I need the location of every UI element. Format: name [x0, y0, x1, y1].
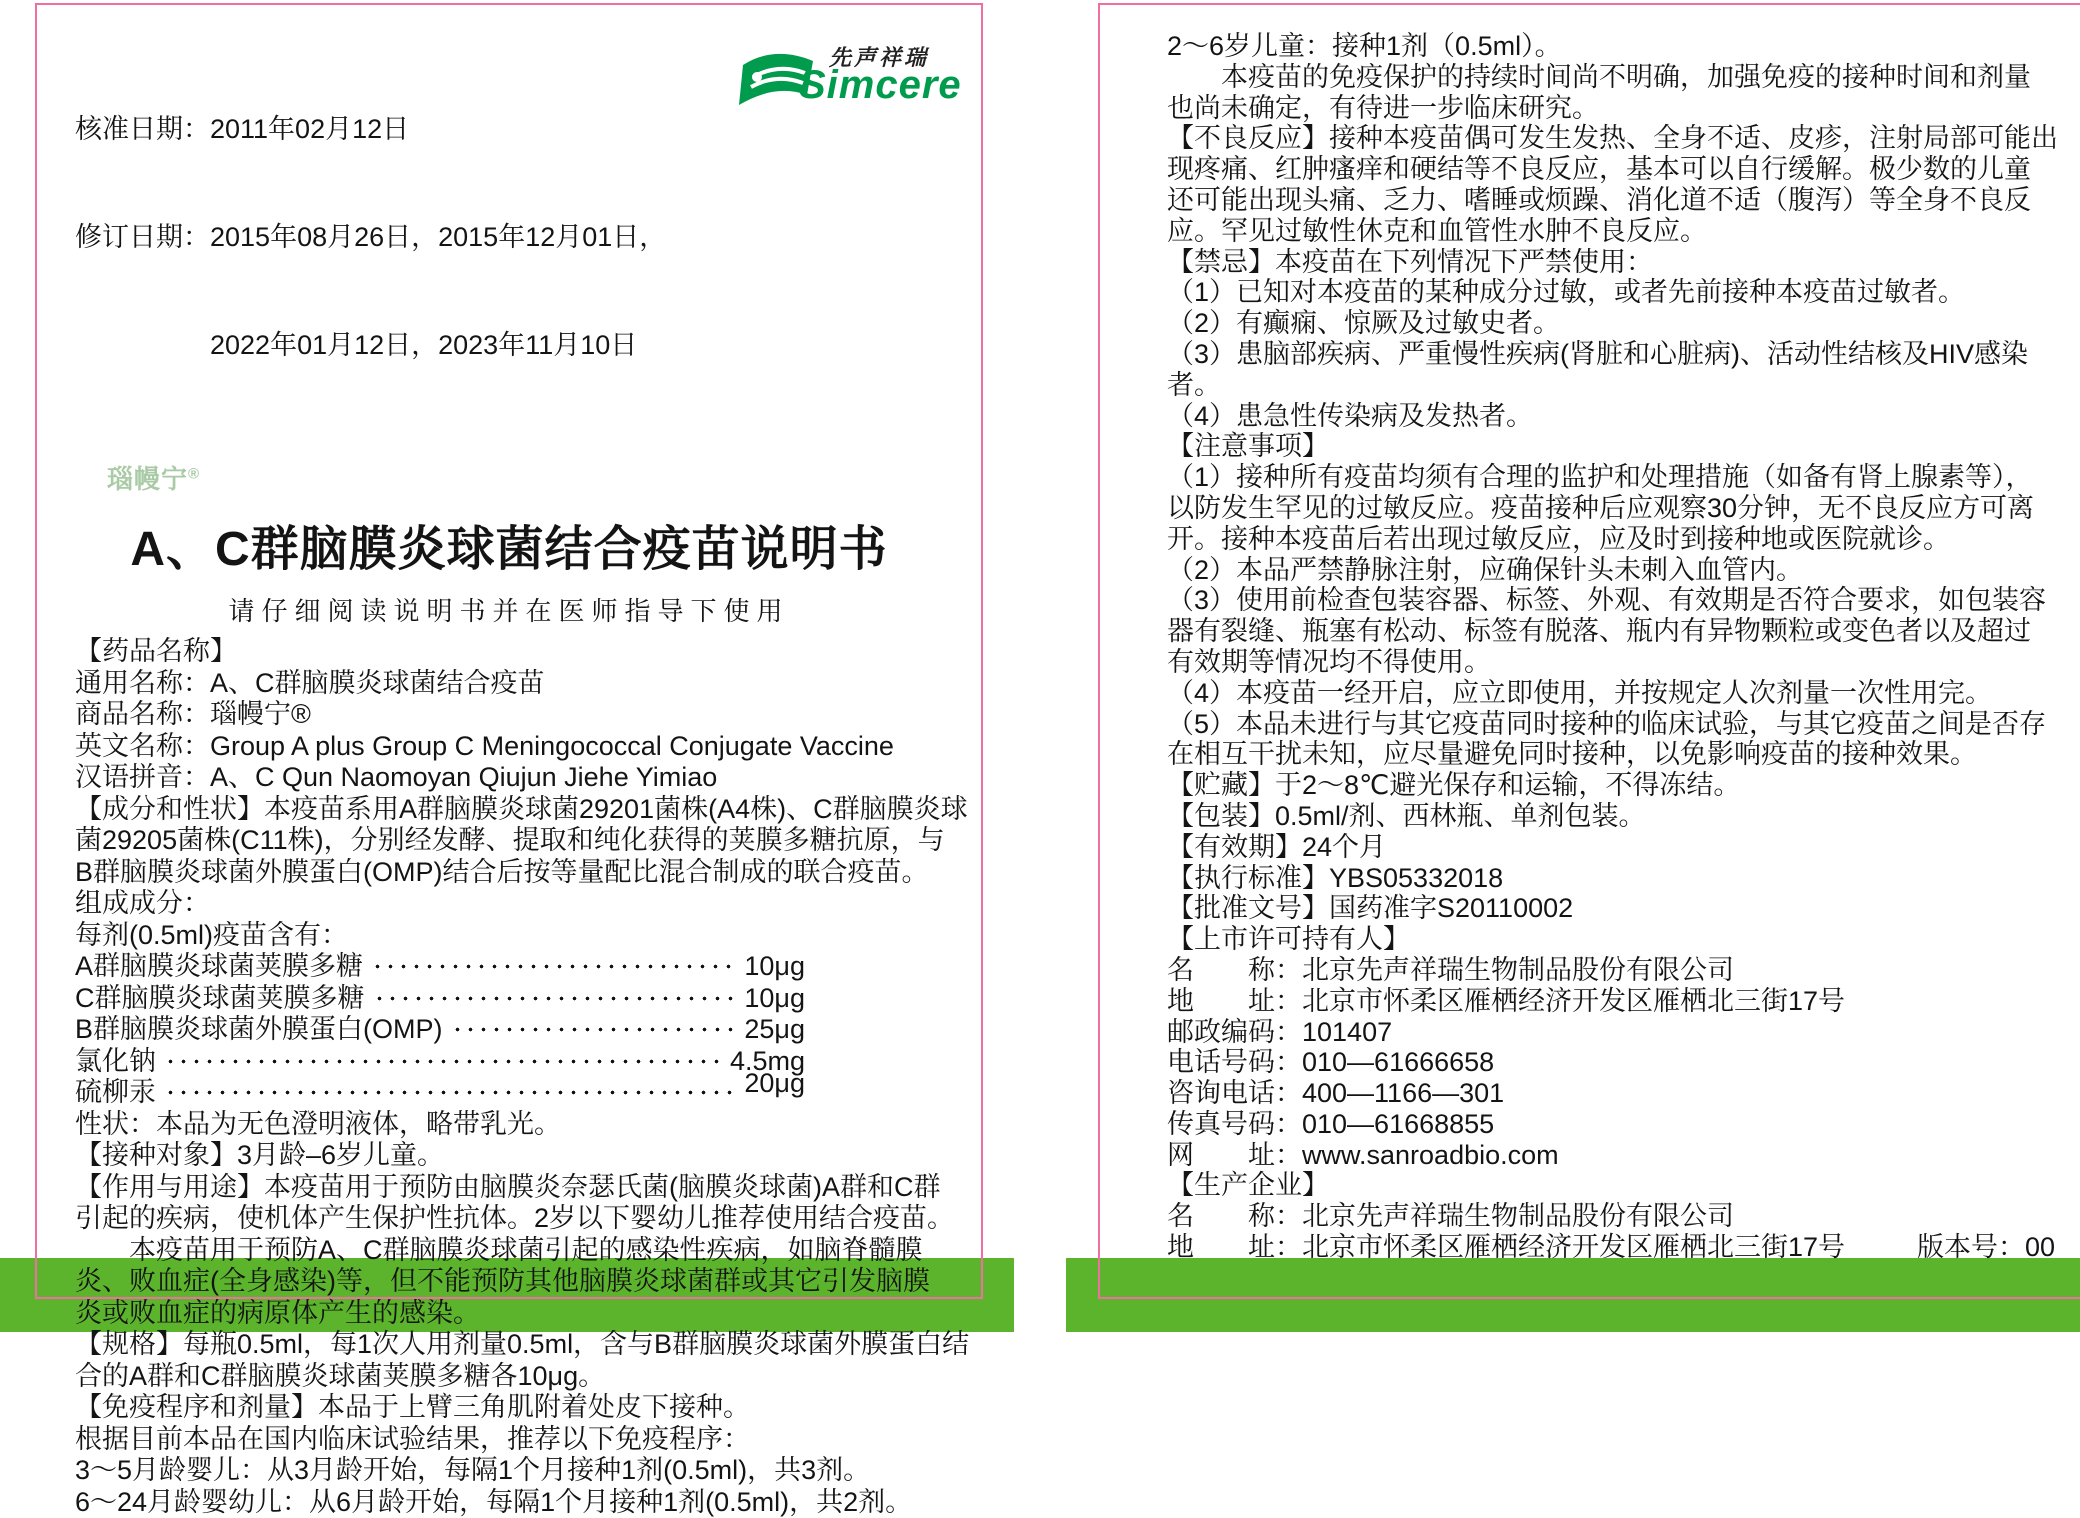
body-line: （2）有癫痫、惊厥及过敏史者。 — [1167, 308, 2076, 339]
body-line: （1）已知对本疫苗的某种成分过敏，或者先前接种本疫苗过敏者。 — [1167, 277, 2076, 308]
body-line: 有效期等情况均不得使用。 — [1167, 647, 2076, 678]
body-line: 以防发生罕见的过敏反应。疫苗接种后应观察30分钟，无不良反应方可离 — [1167, 493, 2076, 524]
leaflet-subtitle: 请仔细阅读说明书并在医师指导下使用 — [37, 591, 981, 628]
dotted-leader — [162, 1046, 724, 1078]
version-number: 版本号：00 — [1917, 1232, 2055, 1263]
revision-date-line-2: 2022年01月12日，2023年11月10日 — [75, 327, 981, 363]
body-line: 电话号码：010—61666658 — [1167, 1047, 2076, 1078]
ingredient-value: 4.5mg — [730, 1046, 805, 1078]
ingredient-row — [75, 1014, 805, 1046]
left-body-bottom — [75, 1109, 959, 1518]
body-line: 【贮藏】于2～8℃避光保存和运输，不得冻结。 — [1167, 770, 2076, 801]
body-line: 邮政编码：101407 — [1167, 1017, 2076, 1048]
ingredient-name: A群脑膜炎球菌荚膜多糖 — [75, 951, 363, 983]
body-line: 【成分和性状】本疫苗系用A群脑膜炎球菌29201菌株(A4株)、C群脑膜炎球 — [75, 794, 959, 826]
dotted-leader — [371, 983, 739, 1015]
body-line: 6～24月龄婴幼儿：从6月龄开始，每隔1个月接种1剂(0.5ml)，共2剂。 — [75, 1487, 959, 1518]
body-line: 英文名称：Group A plus Group C Meningococcal Conjugate Vaccine — [75, 731, 959, 763]
body-line: 网 址：www.sanroadbio.com — [1167, 1140, 2076, 1171]
body-line: 通用名称：A、C群脑膜炎球菌结合疫苗 — [75, 668, 959, 700]
body-line: 合的A群和C群脑膜炎球菌荚膜多糖各10μg。 — [75, 1361, 959, 1393]
ingredient-row — [75, 1077, 805, 1109]
ingredient-row — [75, 1046, 805, 1078]
body-line: 商品名称：瑙幔宁® — [75, 699, 959, 731]
body-line: 【免疫程序和剂量】本品于上臂三角肌附着处皮下接种。 — [75, 1392, 959, 1424]
body-line: 现疼痛、红肿瘙痒和硬结等不良反应，基本可以自行缓解。极少数的儿童 — [1167, 154, 2076, 185]
right-body-lines — [1167, 31, 2076, 1232]
simcere-logo — [737, 39, 957, 111]
body-line: 地 址：北京市怀柔区雁栖经济开发区雁栖北三街17号 — [1167, 986, 2076, 1017]
body-line: B群脑膜炎球菌外膜蛋白(OMP)结合后按等量配比混合制成的联合疫苗。 — [75, 857, 959, 889]
body-line: 【禁忌】本疫苗在下列情况下严禁使用： — [1167, 247, 2076, 278]
ingredient-name: 氯化钠 — [75, 1046, 156, 1078]
body-line: 应。罕见过敏性休克和血管性水肿不良反应。 — [1167, 216, 2076, 247]
left-body-top — [75, 636, 959, 951]
body-line: 炎、败血症(全身感染)等，但不能预防其他脑膜炎球菌群或其它引发脑膜 — [75, 1266, 959, 1298]
body-line: 3～5月龄婴儿：从3月龄开始，每隔1个月接种1剂(0.5ml)，共3剂。 — [75, 1455, 959, 1487]
manufacturer-address-line — [1167, 1232, 2055, 1263]
body-line: （5）本品未进行与其它疫苗同时接种的临床试验，与其它疫苗之间是否存 — [1167, 709, 2076, 740]
body-line: 本疫苗用于预防A、C群脑膜炎球菌引起的感染性疾病，如脑脊髓膜 — [75, 1235, 959, 1267]
body-line: （3）患脑部疾病、严重慢性疾病(肾脏和心脏病)、活动性结核及HIV感染 — [1167, 339, 2076, 370]
ingredient-name: C群脑膜炎球菌荚膜多糖 — [75, 983, 365, 1015]
body-line: 引起的疾病，使机体产生保护性抗体。2岁以下婴幼儿推荐使用结合疫苗。 — [75, 1203, 959, 1235]
logo-english-text: Simcere — [799, 63, 962, 108]
ingredient-list — [75, 951, 805, 1109]
body-line: 还可能出现头痛、乏力、嗜睡或烦躁、消化道不适（腹泻）等全身不良反 — [1167, 185, 2076, 216]
body-line: 开。接种本疫苗后若出现过敏反应，应及时到接种地或医院就诊。 — [1167, 524, 2076, 555]
body-line: 【执行标准】YBS05332018 — [1167, 863, 2076, 894]
logo-chinese-text: 先声祥瑞 — [829, 41, 929, 72]
body-line: 【接种对象】3月龄–6岁儿童。 — [75, 1140, 959, 1172]
body-line: （4）患急性传染病及发热者。 — [1167, 401, 2076, 432]
dotted-leader — [162, 1077, 738, 1109]
body-line: 【包装】0.5ml/剂、西林瓶、单剂包装。 — [1167, 801, 2076, 832]
dotted-leader — [449, 1014, 739, 1046]
body-line: 【规格】每瓶0.5ml，每1次人用剂量0.5ml，含与B群脑膜炎球菌外膜蛋白结 — [75, 1329, 959, 1361]
body-line: （1）接种所有疫苗均须有合理的监护和处理措施（如备有肾上腺素等）， — [1167, 462, 2076, 493]
body-line: 名 称：北京先声祥瑞生物制品股份有限公司 — [1167, 955, 2076, 986]
body-line: 者。 — [1167, 370, 2076, 401]
registered-mark: ® — [188, 465, 200, 482]
revision-date-line-1: 修订日期：2015年08月26日，2015年12月01日， — [75, 219, 981, 255]
address-text: 地 址：北京市怀柔区雁栖经济开发区雁栖北三街17号 — [1167, 1232, 1845, 1263]
body-line: 【上市许可持有人】 — [1167, 924, 2076, 955]
body-line: 性状：本品为无色澄明液体，略带乳光。 — [75, 1109, 959, 1141]
body-line: 【注意事项】 — [1167, 431, 2076, 462]
body-line: 【作用与用途】本疫苗用于预防由脑膜炎奈瑟氏菌(脑膜炎球菌)A群和C群 — [75, 1172, 959, 1204]
ingredient-row — [75, 983, 805, 1015]
body-line: 2～6岁儿童：接种1剂（0.5ml）。 — [1167, 31, 2076, 62]
body-line: 炎或败血症的病原体产生的感染。 — [75, 1298, 959, 1330]
body-line: 【药品名称】 — [75, 636, 959, 668]
body-line: 【批准文号】国药准字S20110002 — [1167, 893, 2076, 924]
body-line: 本疫苗的免疫保护的持续时间尚不明确，加强免疫的接种时间和剂量 — [1167, 62, 2076, 93]
body-line: 菌29205菌株(C11株)，分别经发酵、提取和纯化获得的荚膜多糖抗原，与 — [75, 825, 959, 857]
body-line: 传真号码：010—61668855 — [1167, 1109, 2076, 1140]
body-line: 名 称：北京先声祥瑞生物制品股份有限公司 — [1167, 1201, 2076, 1232]
body-line: 器有裂缝、瓶塞有松动、标签有脱落、瓶内有异物颗粒或变色者以及超过 — [1167, 616, 2076, 647]
ingredient-value: 20μg — [744, 1068, 805, 1100]
body-line: 每剂(0.5ml)疫苗含有： — [75, 920, 959, 952]
body-line: 根据目前本品在国内临床试验结果，推荐以下免疫程序： — [75, 1424, 959, 1456]
dotted-leader — [369, 951, 738, 983]
body-line: 【不良反应】接种本疫苗偶可发生发热、全身不适、皮疹，注射局部可能出 — [1167, 123, 2076, 154]
body-line: （2）本品严禁静脉注射，应确保针头未刺入血管内。 — [1167, 555, 2076, 586]
body-line: 也尚未确定，有待进一步临床研究。 — [1167, 93, 2076, 124]
body-line: 【生产企业】 — [1167, 1170, 2076, 1201]
brand-name: 瑙幔宁® — [107, 459, 981, 496]
ingredient-value: 10μg — [744, 983, 805, 1015]
leaflet-title: A、C群脑膜炎球菌结合疫苗说明书 — [37, 510, 981, 579]
ingredient-name: B群脑膜炎球菌外膜蛋白(OMP) — [75, 1014, 443, 1046]
body-line: （3）使用前检查包装容器、标签、外观、有效期是否符合要求，如包装容 — [1167, 585, 2076, 616]
approval-date-line: 核准日期：2011年02月12日 — [75, 111, 981, 147]
leaflet-page-right — [1098, 3, 2080, 1299]
ingredient-name: 硫柳汞 — [75, 1077, 156, 1109]
body-line: 咨询电话：400—1166—301 — [1167, 1078, 2076, 1109]
body-line: （4）本疫苗一经开启，应立即使用，并按规定人次剂量一次性用完。 — [1167, 678, 2076, 709]
leaflet-page-left — [35, 3, 983, 1299]
ingredient-value: 25μg — [744, 1014, 805, 1046]
body-line: 【有效期】24个月 — [1167, 832, 2076, 863]
ingredient-row — [75, 951, 805, 983]
body-line: 汉语拼音：A、C Qun Naomoyan Qiujun Jiehe Yimiao — [75, 762, 959, 794]
body-line: 组成成分： — [75, 888, 959, 920]
ingredient-value: 10μg — [744, 951, 805, 983]
body-line: 在相互干扰未知，应尽量避免同时接种，以免影响疫苗的接种效果。 — [1167, 739, 2076, 770]
